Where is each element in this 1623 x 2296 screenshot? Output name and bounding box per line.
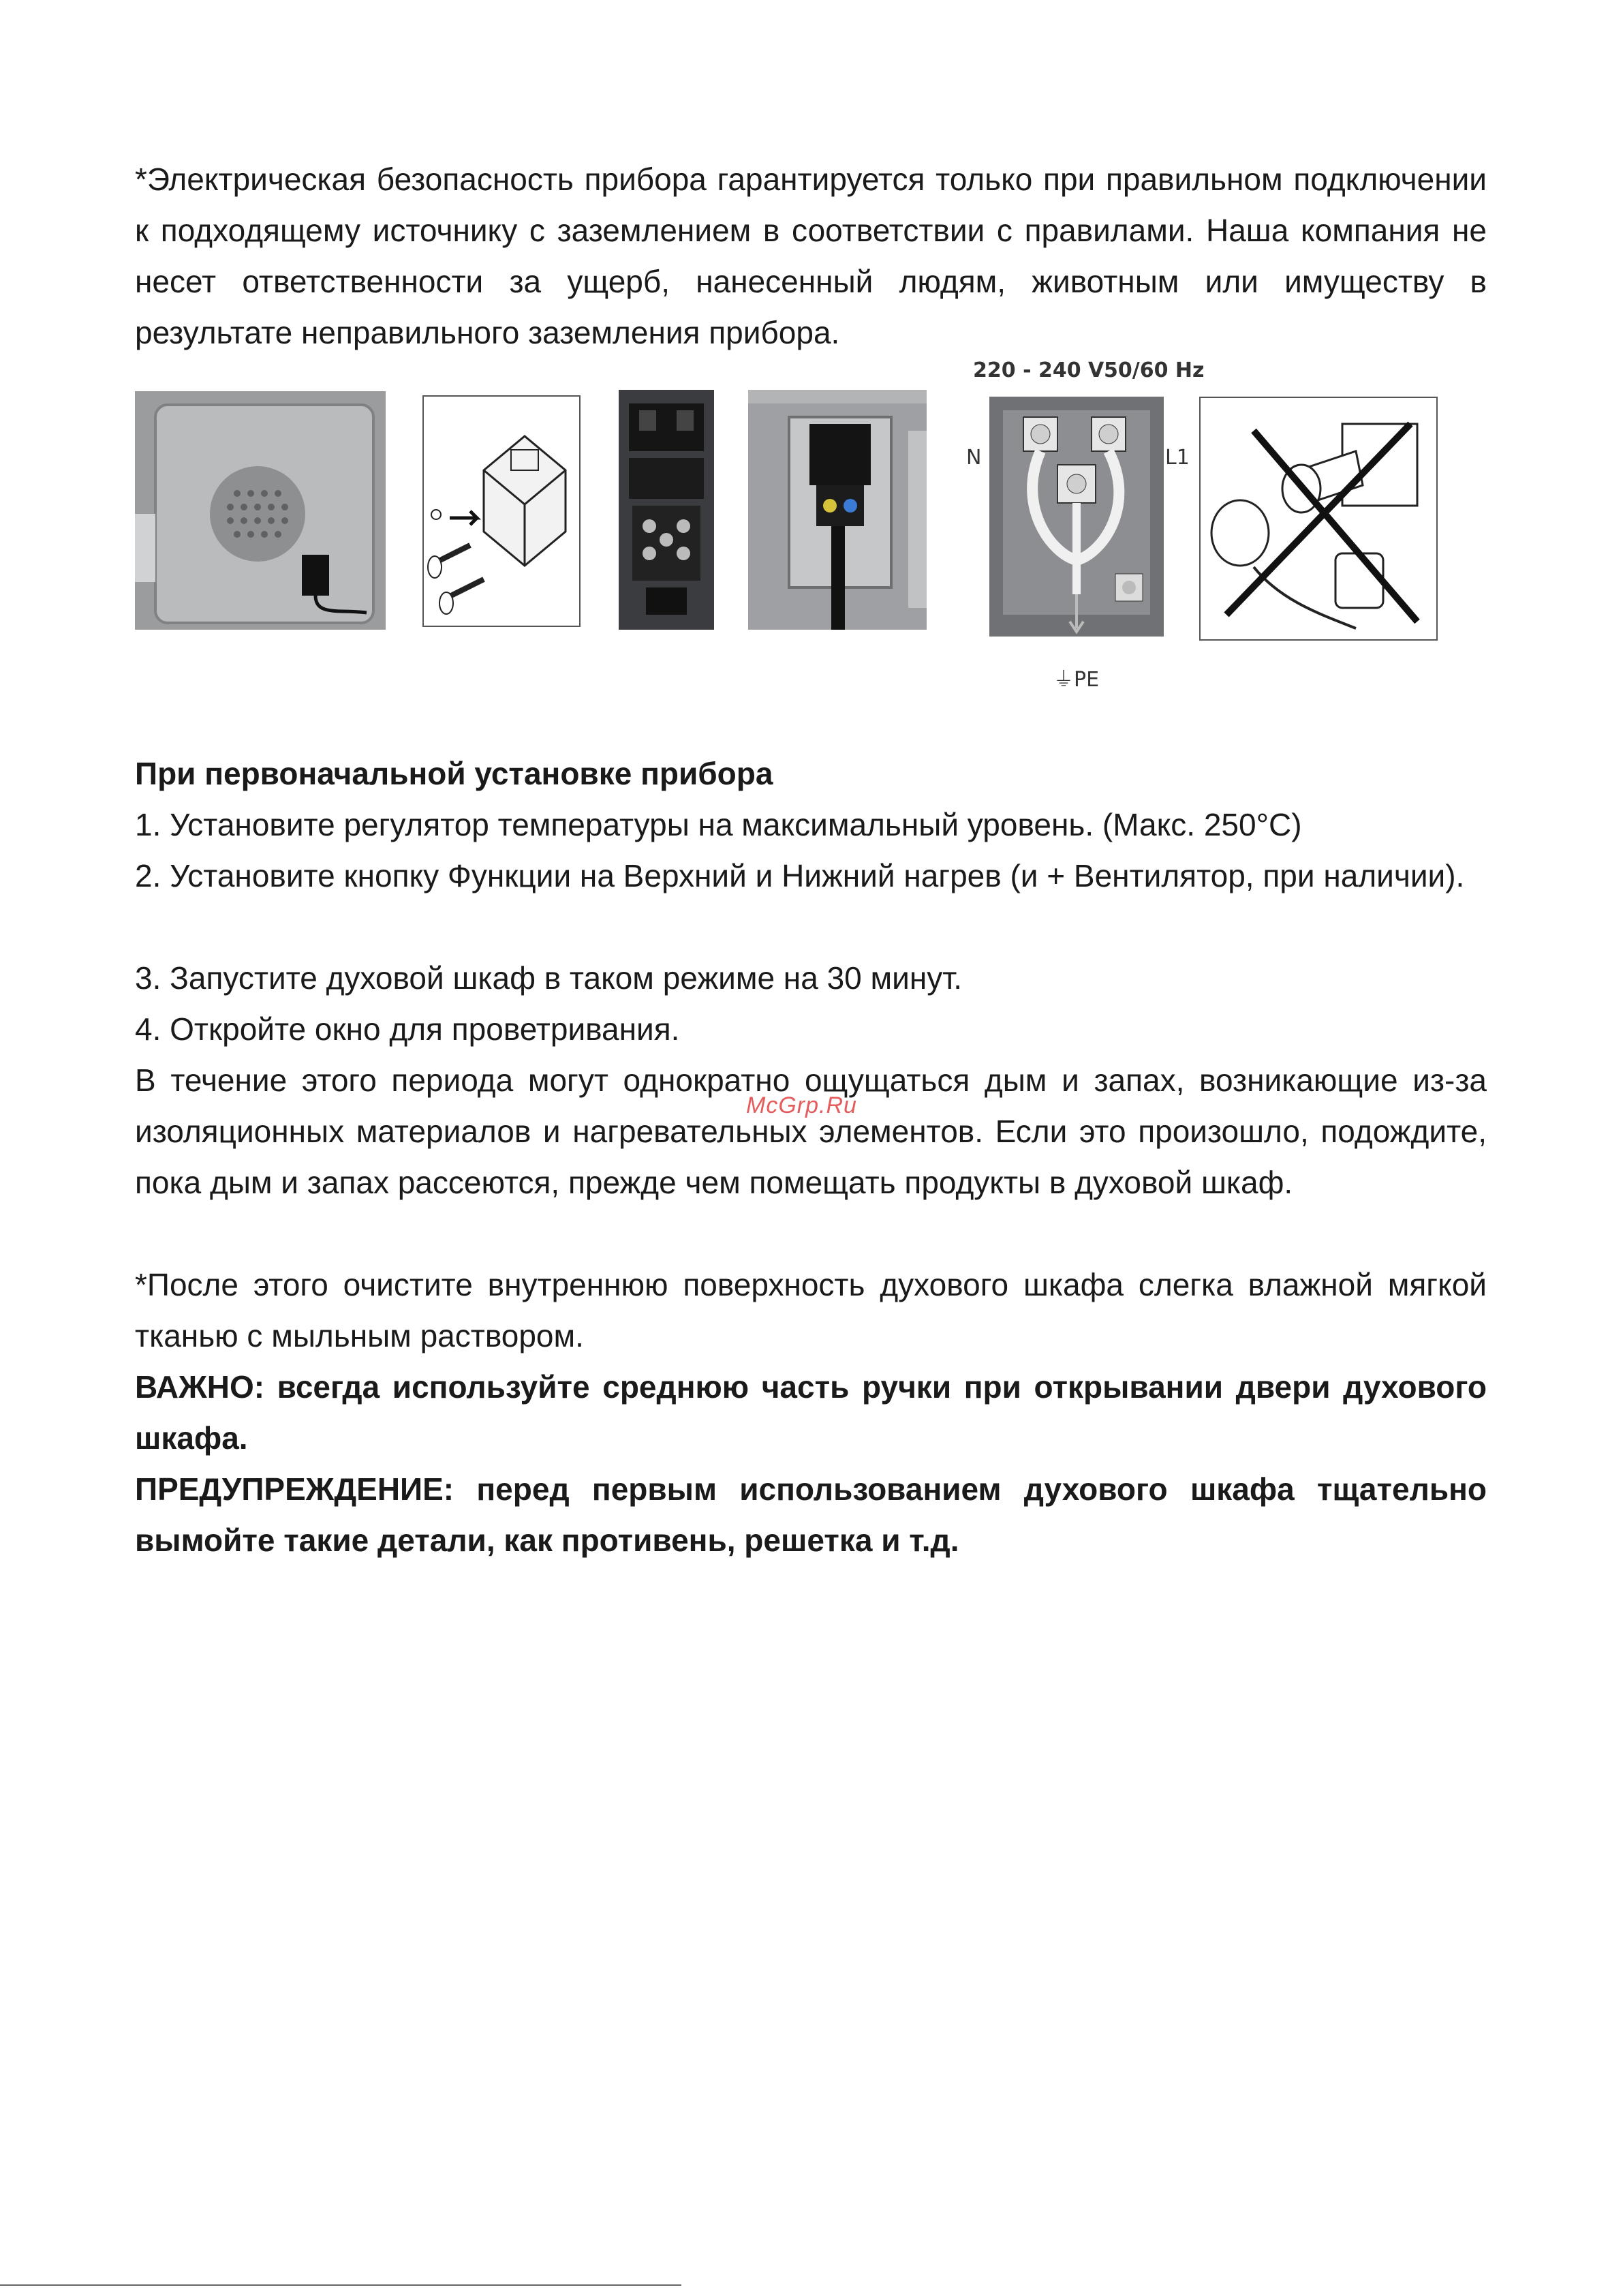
watermark: McGrp.Ru xyxy=(746,1092,857,1118)
terminal-block-photo xyxy=(619,390,714,630)
frequency-label: 50/60 Hz xyxy=(1104,358,1205,382)
footer-rule xyxy=(0,2284,681,2286)
setup-step-4: 4. Откройте окно для проветривания. xyxy=(135,1011,680,1047)
neutral-label: N xyxy=(966,446,982,470)
oven-back-photo xyxy=(135,391,386,630)
connector-illustration xyxy=(748,390,927,630)
important-note: ВАЖНО: всегда используйте среднюю часть ручки при открывании двери духового шкафа. xyxy=(135,1369,1487,1456)
setup-step-3: 3. Запустите духовой шкаф в таком режиме на 30 минут. xyxy=(135,960,962,996)
terminal-box-drawing xyxy=(422,395,581,627)
wiring-diagram-illustration xyxy=(989,397,1164,637)
earth-label: ⏚PE xyxy=(1053,668,1100,692)
connector-photo xyxy=(748,390,927,630)
warning-note: ПРЕДУПРЕЖДЕНИЕ: перед первым использованием духового шкафа тщательно вымойте такие детали, как противень, решетка и т.д. xyxy=(135,1471,1487,1558)
setup-note: В течение этого периода могут однократно ощущаться дым и запах, возникающие из-за изоляционных материалов и нагревательных элементов. Если это произошло, подождите, пока дым и запах рассеются, прежде чем помещать продукты в духовой шкаф. xyxy=(135,1062,1487,1200)
oven-back-illustration xyxy=(135,391,386,630)
setup-step-2: 2. Установите кнопку Функции на Верхний и Нижний нагрев (и + Вентилятор, при наличии). xyxy=(135,858,1465,893)
terminal-box-illustration xyxy=(422,395,581,627)
setup-step-1: 1. Установите регулятор температуры на максимальный уровень. (Макс. 250°C) xyxy=(135,807,1302,842)
earth-icon: ⏚ xyxy=(1053,668,1074,692)
safety-paragraph: *Электрическая безопасность прибора гарантируется только при правильном подключении к подходящему источнику с заземлением в соответствии с правилами. Наша компания не несет ответственности за ущерб, нанесенный людям, животным или имуществу в результате неправильного заземления прибора. xyxy=(135,162,1487,350)
no-adapter-drawing xyxy=(1199,397,1438,641)
no-adapter-illustration xyxy=(1199,397,1438,641)
terminal-block-illustration xyxy=(619,390,714,630)
wiring-diagram xyxy=(989,397,1164,637)
voltage-label: 220 - 240 V xyxy=(973,358,1104,382)
cleaning-note: *После этого очистите внутреннюю поверхность духового шкафа слегка влажной мягкой тканью с мыльным раствором. xyxy=(135,1267,1487,1353)
line-label: L1 xyxy=(1165,446,1190,470)
setup-heading: При первоначальной установке прибора xyxy=(135,756,773,791)
